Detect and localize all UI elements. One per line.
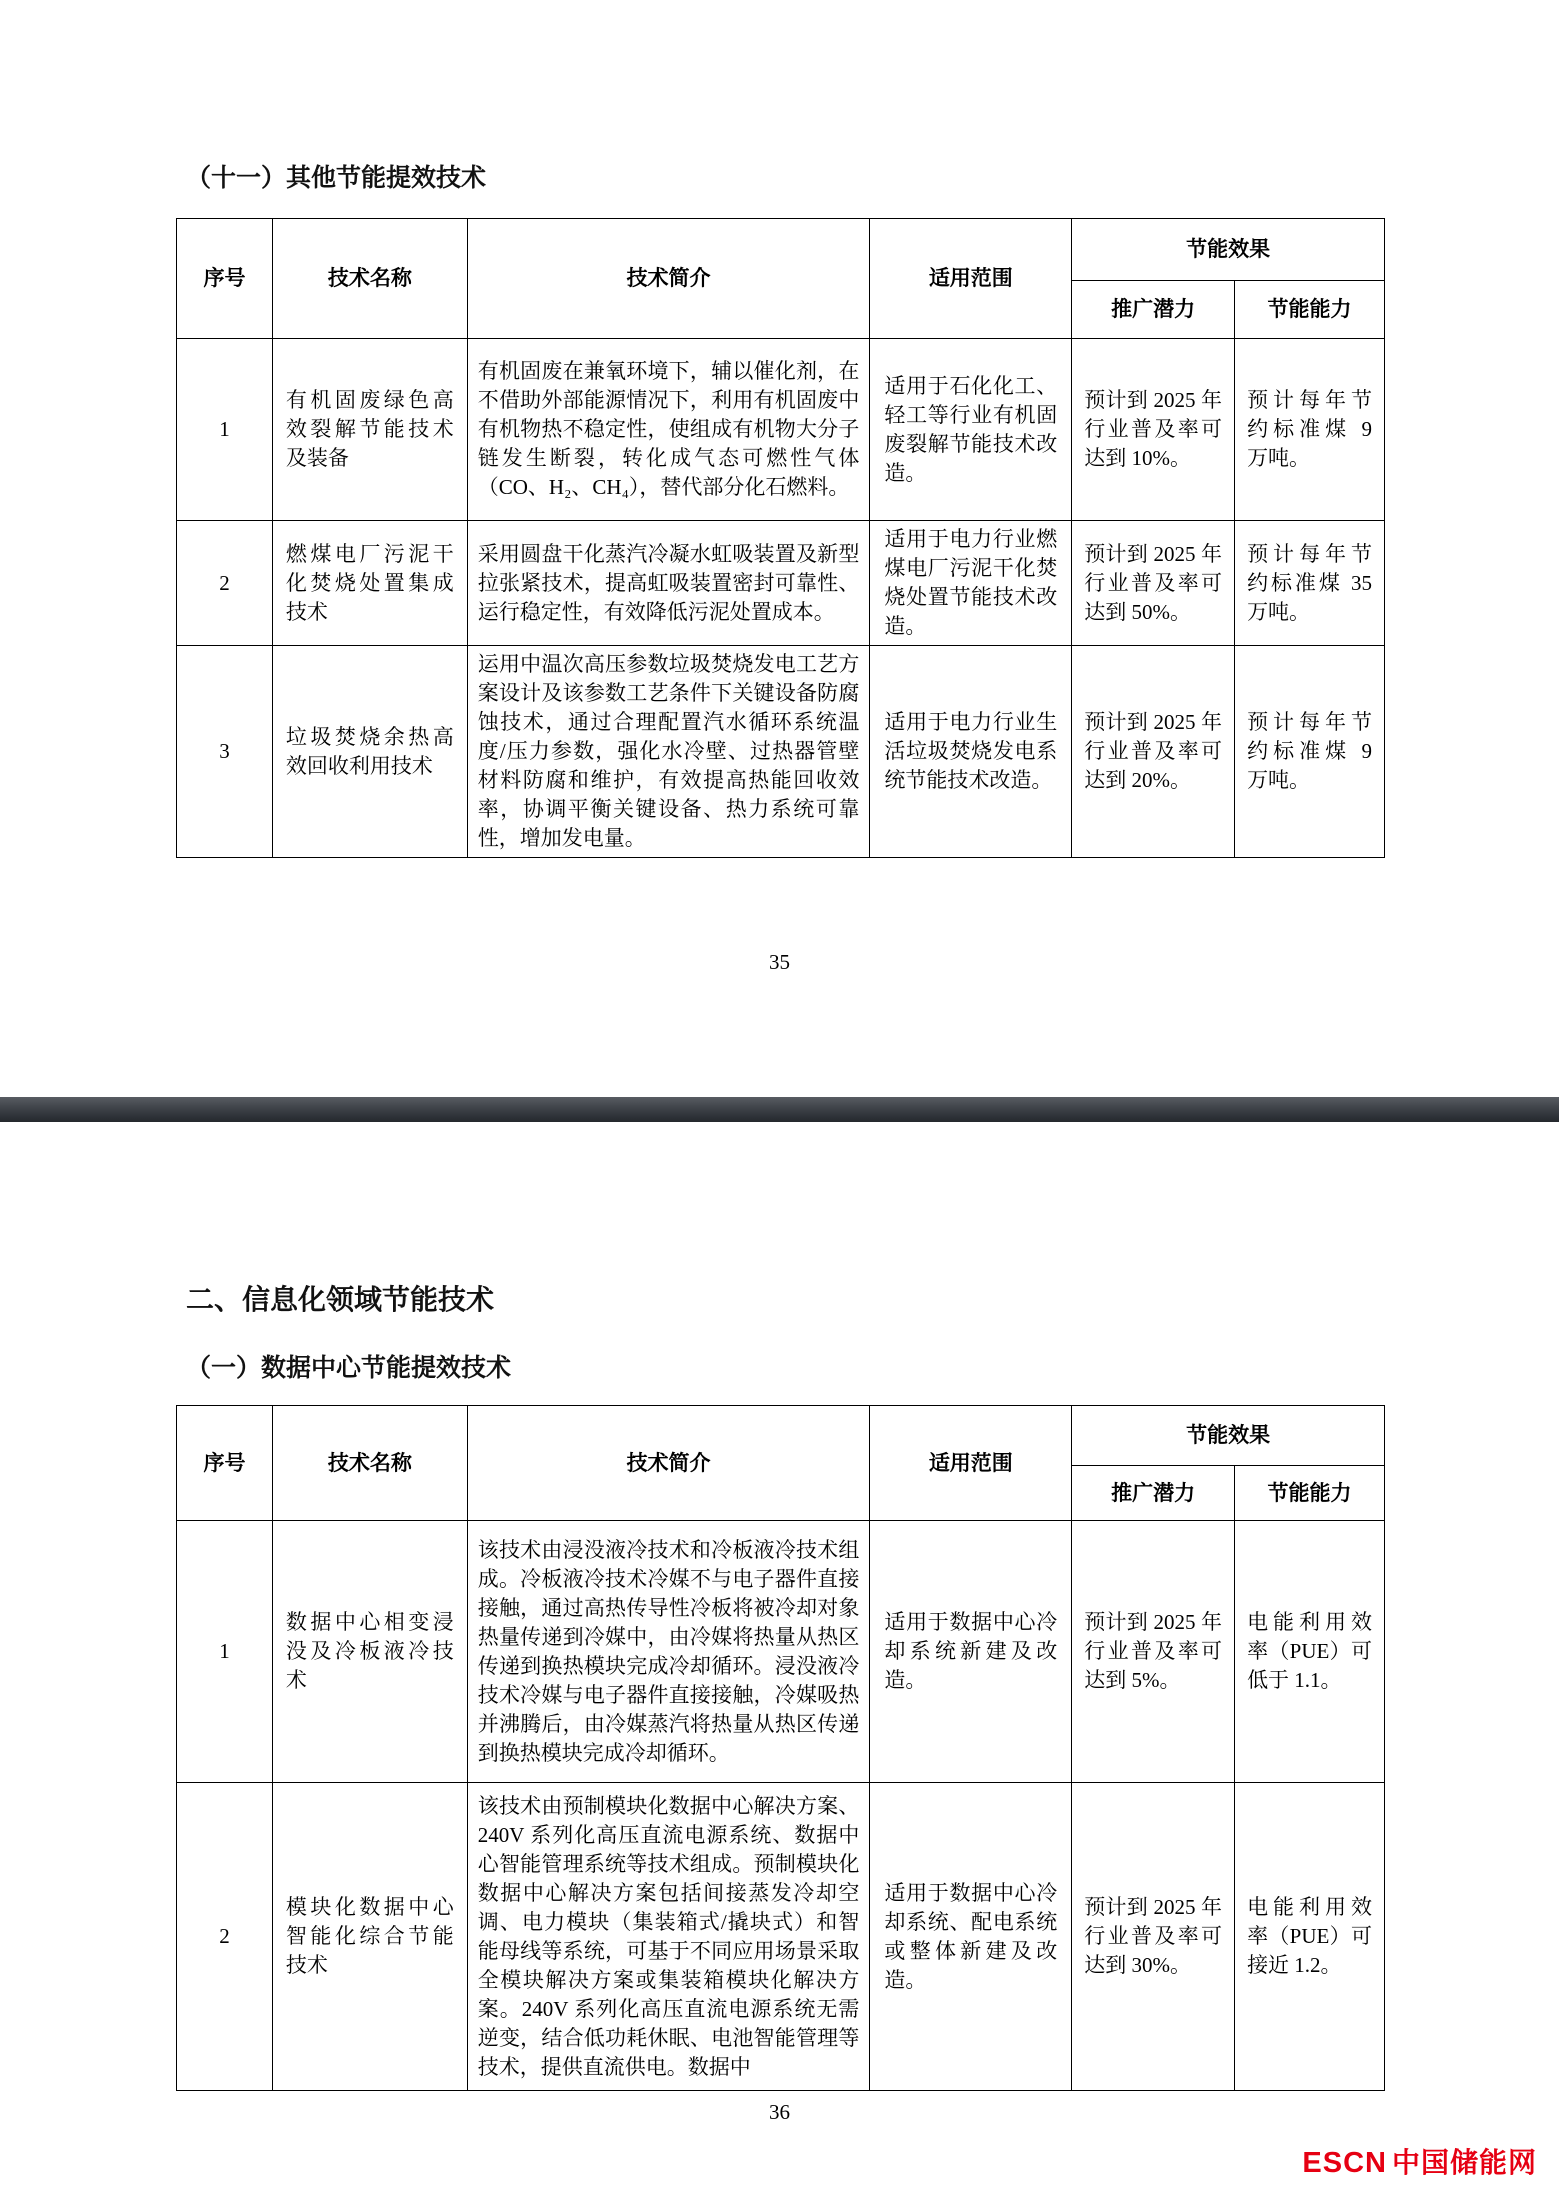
cell-capability: 电能利用效率（PUE）可低于 1.1。 bbox=[1235, 1521, 1385, 1783]
tech-table-data-center bbox=[176, 1405, 1385, 2091]
col-header-effect: 节能效果 bbox=[1072, 219, 1385, 281]
col-header-name: 技术名称 bbox=[272, 1406, 467, 1521]
col-header-name: 技术名称 bbox=[272, 219, 467, 339]
cell-potential: 预计到 2025 年行业普及率可达到 30%。 bbox=[1072, 1783, 1235, 2091]
cell-scope: 适用于数据中心冷却系统、配电系统或整体新建及改造。 bbox=[870, 1783, 1072, 2091]
cell-no: 3 bbox=[177, 646, 273, 858]
cell-no: 1 bbox=[177, 339, 273, 521]
cell-tech-intro: 采用圆盘干化蒸汽冷凝水虹吸装置及新型拉张紧技术，提高虹吸装置密封可靠性、运行稳定性，有效降低污泥处置成本。 bbox=[467, 521, 870, 646]
col-header-no: 序号 bbox=[177, 219, 273, 339]
col-header-capability: 节能能力 bbox=[1235, 1466, 1385, 1521]
escn-logo-text: ESCN bbox=[1302, 2147, 1387, 2179]
col-header-scope: 适用范围 bbox=[870, 1406, 1072, 1521]
cell-tech-intro: 运用中温次高压参数垃圾焚烧发电工艺方案设计及该参数工艺条件下关键设备防腐蚀技术，通过合理配置汽水循环系统温度/压力参数，强化水冷壁、过热器管壁材料防腐和维护，有效提高热能回收效率，协调平衡关键设备、热力系统可靠性，增加发电量。 bbox=[467, 646, 870, 858]
cell-no: 1 bbox=[177, 1521, 273, 1783]
section-title-informatization: 二、信息化领域节能技术 bbox=[186, 1284, 495, 1315]
cell-capability: 电能利用效率（PUE）可接近 1.2。 bbox=[1235, 1783, 1385, 2091]
col-header-capability: 节能能力 bbox=[1235, 281, 1385, 339]
cell-no: 2 bbox=[177, 521, 273, 646]
escn-logo bbox=[1302, 2141, 1537, 2181]
cell-potential: 预计到 2025 年行业普及率可达到 50%。 bbox=[1072, 521, 1235, 646]
escn-logo-cn-text: 中国储能网 bbox=[1391, 2147, 1537, 2178]
page-divider-bar bbox=[0, 1097, 1559, 1122]
col-header-intro: 技术简介 bbox=[467, 219, 870, 339]
cell-tech-name: 垃圾焚烧余热高效回收利用技术 bbox=[272, 646, 467, 858]
cell-capability: 预计每年节约标准煤 9 万吨。 bbox=[1235, 646, 1385, 858]
cell-capability: 预计每年节约标准煤 9 万吨。 bbox=[1235, 339, 1385, 521]
table-row bbox=[177, 1783, 1385, 2091]
header-row-1 bbox=[177, 219, 1385, 281]
table-row bbox=[177, 1521, 1385, 1783]
cell-potential: 预计到 2025 年行业普及率可达到 10%。 bbox=[1072, 339, 1235, 521]
cell-tech-name: 燃煤电厂污泥干化焚烧处置集成技术 bbox=[272, 521, 467, 646]
cell-tech-intro: 该技术由浸没液冷技术和冷板液冷技术组成。冷板液冷技术冷媒不与电子器件直接接触，通过高热传导性冷板将被冷却对象热量传递到冷媒中，由冷媒将热量从热区传递到换热模块完成冷却循环。浸没液冷技术冷媒与电子器件直接接触，冷媒吸热并沸腾后，由冷媒蒸汽将热量从热区传递到换热模块完成冷却循环。 bbox=[467, 1521, 870, 1783]
col-header-no: 序号 bbox=[177, 1406, 273, 1521]
cell-scope: 适用于数据中心冷却系统新建及改造。 bbox=[870, 1521, 1072, 1783]
col-header-scope: 适用范围 bbox=[870, 219, 1072, 339]
section-title-other-tech: （十一）其他节能提效技术 bbox=[186, 164, 487, 192]
cell-tech-name: 有机固废绿色高效裂解节能技术及装备 bbox=[272, 339, 467, 521]
col-header-effect: 节能效果 bbox=[1072, 1406, 1385, 1466]
cell-scope: 适用于石化化工、轻工等行业有机固废裂解节能技术改造。 bbox=[870, 339, 1072, 521]
cell-tech-name: 模块化数据中心智能化综合节能技术 bbox=[272, 1783, 467, 2091]
tech-table-other-energy-saving bbox=[176, 218, 1385, 858]
cell-potential: 预计到 2025 年行业普及率可达到 20%。 bbox=[1072, 646, 1235, 858]
cell-tech-intro: 该技术由预制模块化数据中心解决方案、240V 系列化高压直流电源系统、数据中心智能管理系统等技术组成。预制模块化数据中心解决方案包括间接蒸发冷却空调、电力模块（集装箱式/撬块式）和智能母线等系统，可基于不同应用场景采取全模块解决方案或集装箱模块化解决方案。240V 系列化高压直流电源系统无需逆变，结合低功耗休眠、电池智能管理等技术，提供直流供电。数据中 bbox=[467, 1783, 870, 2091]
table-row bbox=[177, 646, 1385, 858]
col-header-intro: 技术简介 bbox=[467, 1406, 870, 1521]
cell-tech-intro: 有机固废在兼氧环境下，辅以催化剂，在不借助外部能源情况下，利用有机固废中有机物热不稳定性，使组成有机物大分子链发生断裂，转化成气态可燃性气体（CO、H₂、CH₄），替代部分化石燃料。 bbox=[467, 339, 870, 521]
cell-potential: 预计到 2025 年行业普及率可达到 5%。 bbox=[1072, 1521, 1235, 1783]
page-number-36: 36 bbox=[769, 2100, 790, 2124]
col-header-potential: 推广潜力 bbox=[1072, 281, 1235, 339]
table-row bbox=[177, 521, 1385, 646]
sub-title-data-center: （一）数据中心节能提效技术 bbox=[186, 1354, 512, 1382]
cell-no: 2 bbox=[177, 1783, 273, 2091]
header-row-1 bbox=[177, 1406, 1385, 1466]
cell-scope: 适用于电力行业生活垃圾焚烧发电系统节能技术改造。 bbox=[870, 646, 1072, 858]
cell-capability: 预计每年节约标准煤 35 万吨。 bbox=[1235, 521, 1385, 646]
table-row bbox=[177, 339, 1385, 521]
col-header-potential: 推广潜力 bbox=[1072, 1466, 1235, 1521]
cell-tech-name: 数据中心相变浸没及冷板液冷技术 bbox=[272, 1521, 467, 1783]
page-number-35: 35 bbox=[769, 950, 790, 974]
cell-scope: 适用于电力行业燃煤电厂污泥干化焚烧处置节能技术改造。 bbox=[870, 521, 1072, 646]
